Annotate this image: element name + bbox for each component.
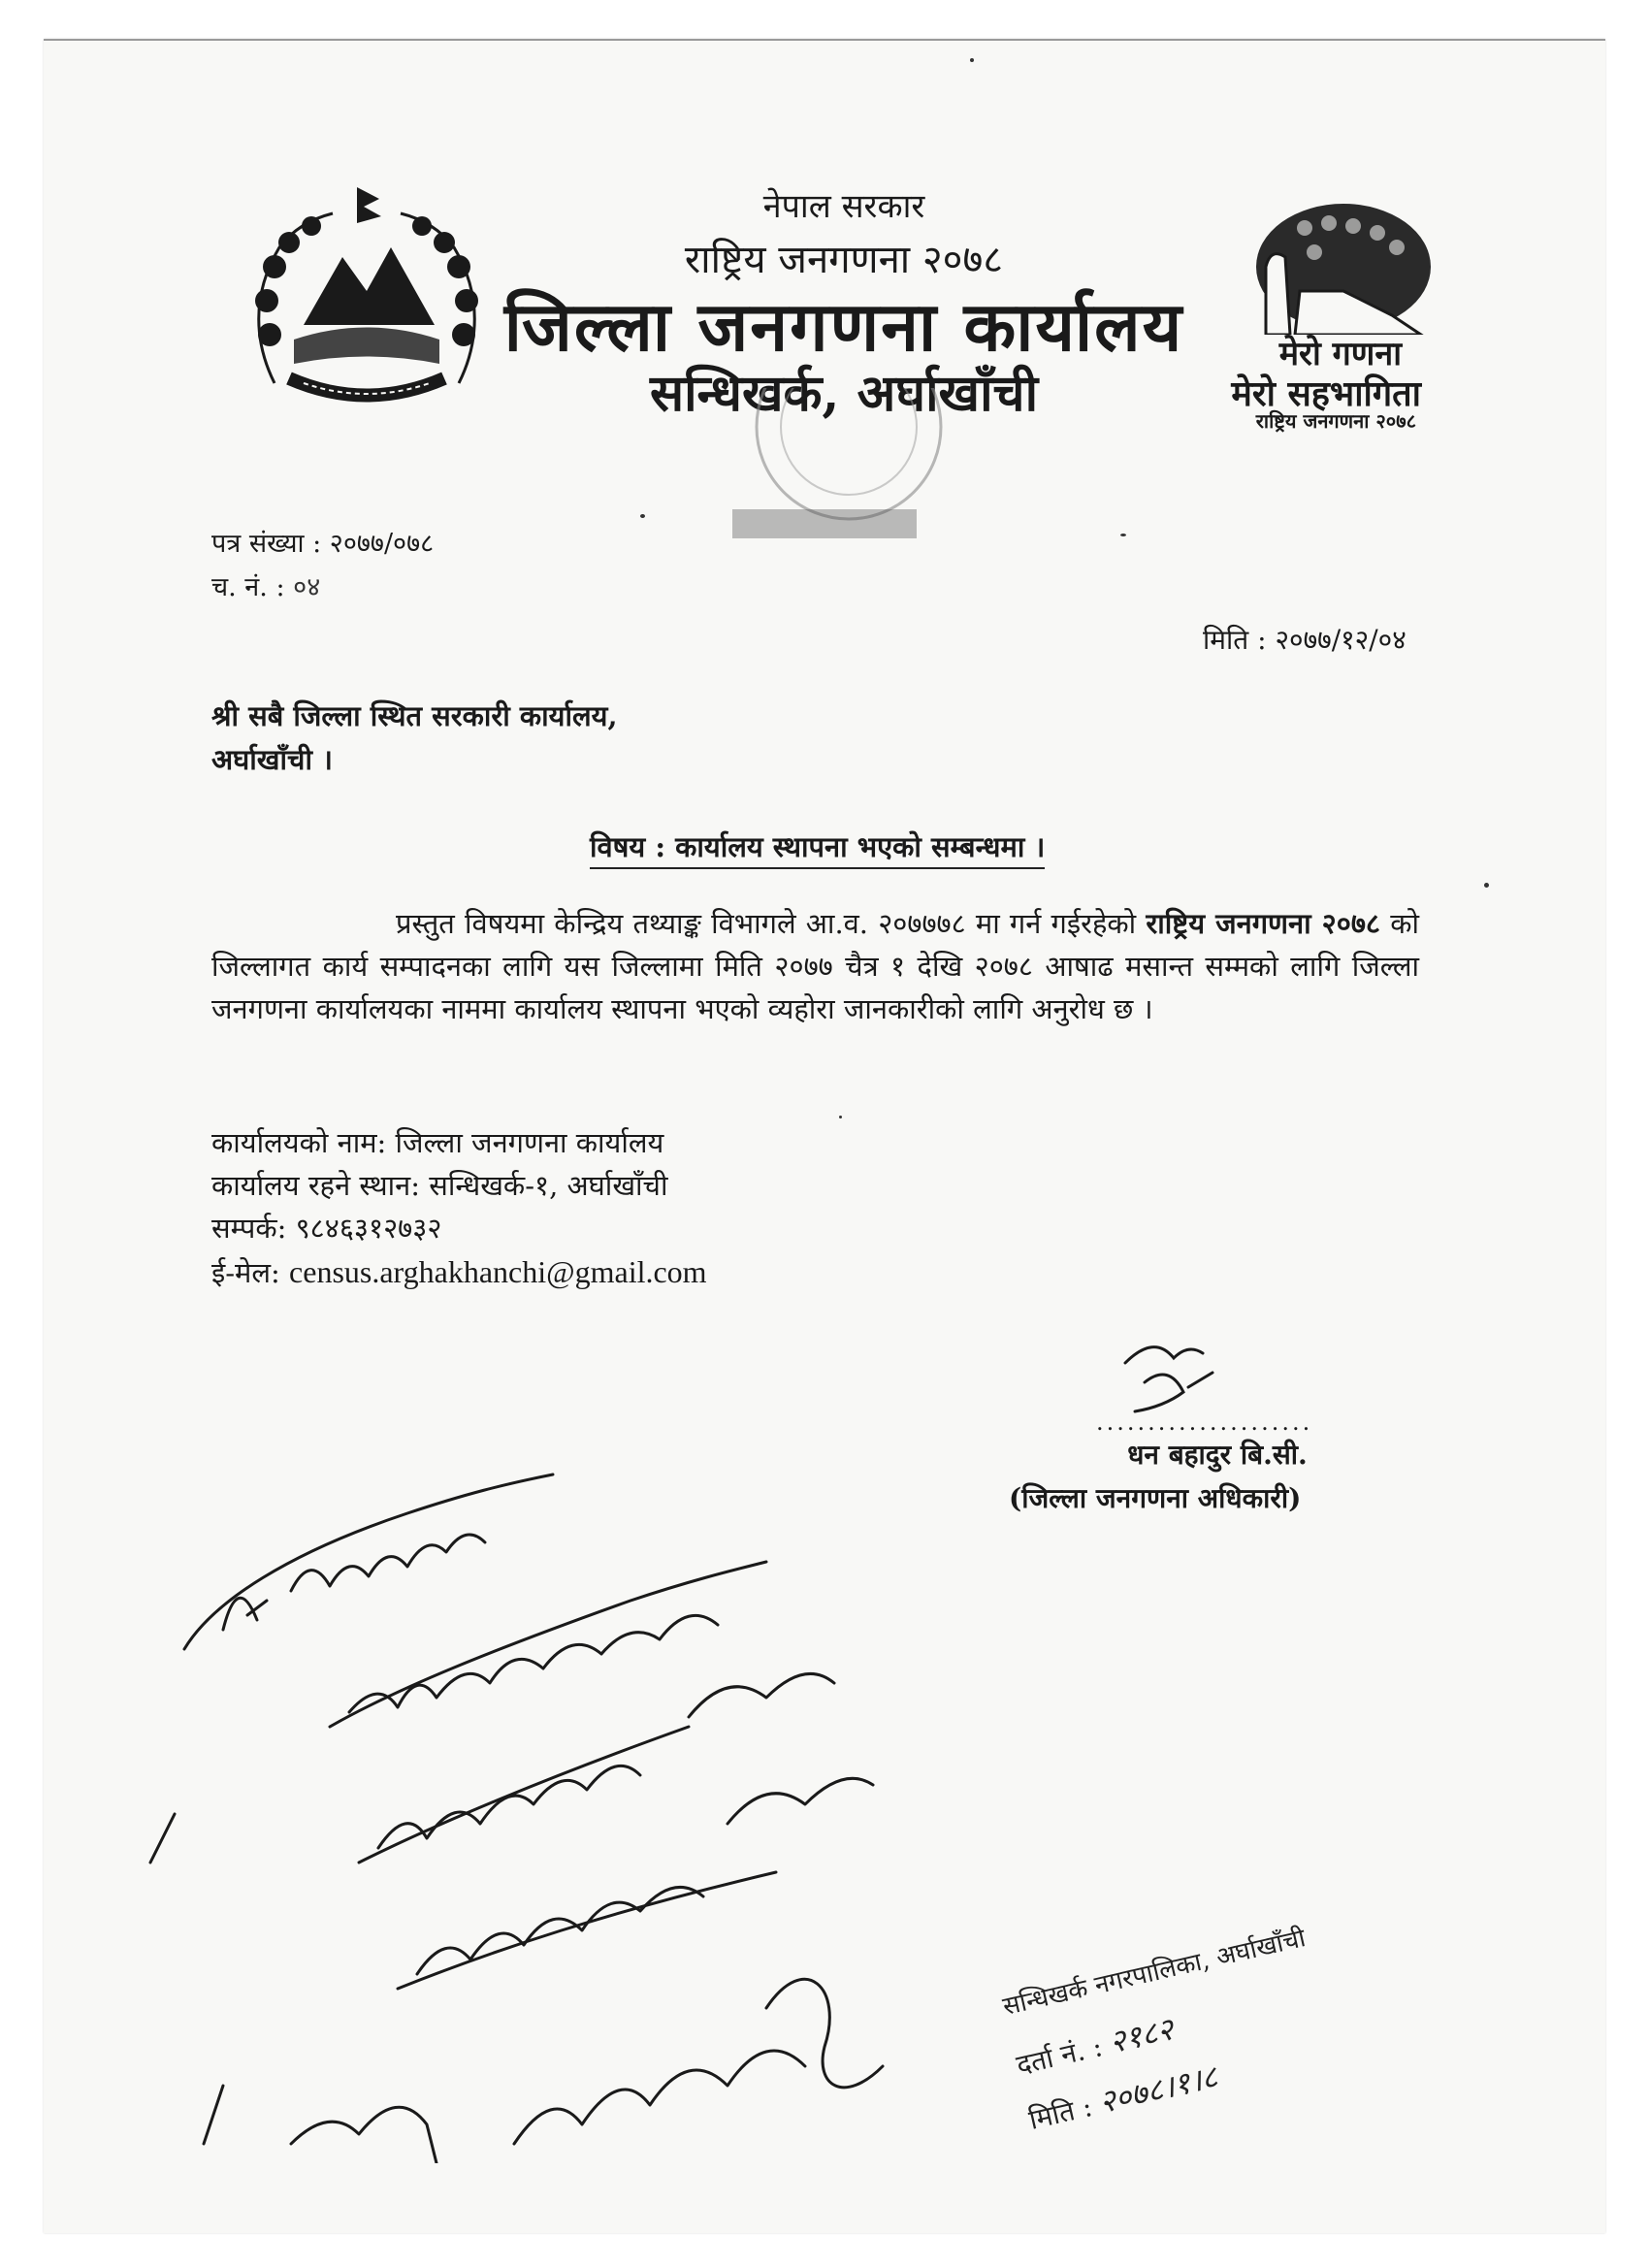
scan-speck	[970, 58, 974, 62]
office-address: सन्धिखर्क, अर्घाखाँची	[649, 364, 1039, 423]
scan-speck	[640, 514, 645, 518]
signature-line: .....................	[1096, 1409, 1313, 1436]
handwritten-note-icon	[146, 1407, 999, 2163]
logo-slogan-1: मेरो गणना	[1278, 335, 1402, 373]
registration-date-label: मिति :	[1025, 2090, 1095, 2137]
office-place-line	[211, 1166, 667, 1204]
census-campaign-logo	[1198, 199, 1440, 432]
letter-number-value: २०७७/०७८	[329, 529, 435, 559]
email-line	[211, 1253, 707, 1291]
nepal-emblem-icon	[236, 179, 498, 417]
contact-label: सम्पर्क:	[211, 1212, 287, 1245]
census-people-icon	[1198, 199, 1440, 335]
office-name-line	[211, 1123, 663, 1161]
letter-date-label: मिति :	[1203, 624, 1267, 656]
office-place-value: सन्धिखर्क-१, अर्घाखाँची	[429, 1169, 668, 1202]
body-part-1: प्रस्तुत विषयमा केन्द्रिय तथ्याङ्क विभागले आ.व. २०७७७८ मा गर्न गईरहेको	[396, 907, 1137, 940]
dispatch-number-label: च. नं. :	[211, 572, 285, 602]
scan-speck	[1484, 883, 1489, 888]
office-seal-icon	[713, 388, 985, 553]
logo-slogan-2: मेरो सहभागिता	[1231, 373, 1421, 414]
dispatch-number-value: ०४	[293, 572, 321, 602]
letter-number	[211, 524, 434, 560]
scan-speck	[1120, 534, 1126, 536]
body-part-2: को जिल्लागत कार्य सम्पादनका लागि यस जिल्लामा मिति २०७७ चैत्र १ देखि २०७८ आषाढ मसान्त सम्मको लागि जिल्ला जनगणना कार्यालयका नाममा कार्यालय स्थापना भएको व्यहोरा जानकारीको लागि अनुरोध छ ।	[211, 907, 1420, 1025]
signatory-name: धन बहादुर बि.सी.	[1127, 1439, 1308, 1471]
addressee-line-1: श्री सबै जिल्ला स्थित सरकारी कार्यालय,	[211, 699, 618, 732]
office-place-label: कार्यालय रहने स्थान:	[211, 1169, 420, 1202]
office-name-label: कार्यालयको नाम:	[211, 1126, 387, 1159]
registration-office: सन्धिखर्क नगरपालिका, अर्घाखाँची	[1000, 1924, 1309, 2023]
letter-date	[1203, 621, 1406, 658]
dispatch-number	[211, 567, 320, 603]
page-top-edge	[44, 39, 1605, 41]
email-value: census.arghakhanchi@gmail.com	[289, 1254, 707, 1289]
signatory-title: (जिल्ला जनगणना अधिकारी)	[1009, 1482, 1302, 1514]
letter-subject: विषय : कार्यालय स्थापना भएको सम्बन्धमा ।	[590, 827, 1045, 869]
scan-speck	[839, 1116, 842, 1118]
letter-date-value: २०७७/१२/०४	[1275, 624, 1406, 656]
addressee-line-2: अर्घाखाँची ।	[211, 743, 334, 776]
email-label: ई-मेल:	[211, 1256, 280, 1289]
logo-census-label: राष्ट्रिय जनगणना २०७८	[1255, 409, 1416, 433]
office-name: जिल्ला जनगणना कार्यालय	[503, 286, 1184, 367]
contact-line	[211, 1209, 441, 1247]
registration-date-value: २०७८।१।८	[1095, 2057, 1221, 2122]
body-bold-census: राष्ट्रिय जनगणना २०७८	[1146, 907, 1381, 940]
contact-value: ९८४६३१२७३२	[295, 1212, 442, 1245]
letter-body	[211, 902, 1419, 1030]
registration-number-value: २१८२	[1105, 2010, 1178, 2061]
office-name-value: जिल्ला जनगणना कार्यालय	[395, 1126, 664, 1159]
registration-number-label: दर्ता नं. :	[1013, 2030, 1106, 2082]
census-name: राष्ट्रिय जनगणना २०७८	[684, 238, 1004, 282]
government-name: नेपाल सरकार	[762, 187, 925, 226]
letter-number-label: पत्र संख्या :	[211, 529, 322, 559]
